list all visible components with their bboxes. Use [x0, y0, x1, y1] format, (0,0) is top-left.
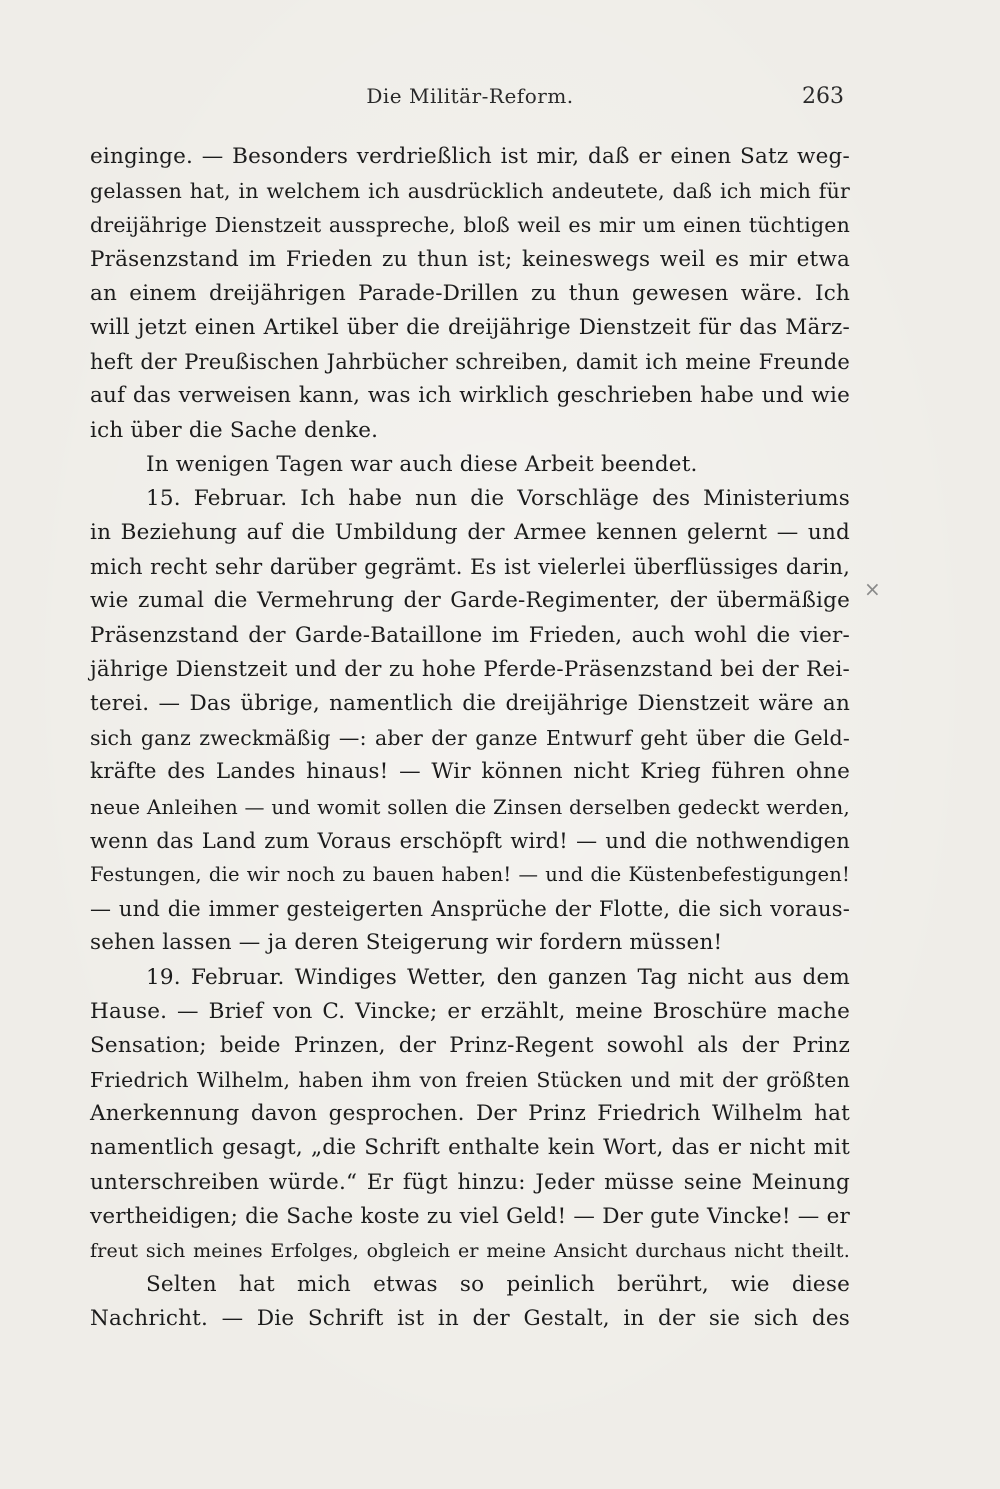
text-line: 19. Februar. Windiges Wetter, den ganzen Tag nicht aus dem: [146, 964, 850, 990]
text-line: — und die immer gesteigerten Ansprüche der Flotte, die sich voraus-: [90, 897, 850, 922]
text-line: kräfte des Landes hinaus! — Wir können nicht Krieg führen ohne: [90, 759, 850, 785]
text-line: Friedrich Wilhelm, haben ihm von freien Stücken und mit der größten: [90, 1068, 850, 1093]
text-line: Hause. — Brief von C. Vincke; er erzählt, meine Broschüre mache: [90, 998, 850, 1024]
text-line: in Beziehung auf die Umbildung der Armee kennen gelernt — und: [90, 520, 850, 546]
text-line: unterschreiben würde.“ Er fügt hinzu: Jeder müsse seine Meinung: [90, 1169, 850, 1195]
text-line: einginge. — Besonders verdrießlich ist mir, daß er einen Satz weg-: [90, 144, 850, 169]
text-line: In wenigen Tagen war auch diese Arbeit beendet.: [146, 451, 698, 477]
running-title: Die Militär-Reform.: [366, 84, 574, 108]
text-line: sehen lassen — ja deren Steigerung wir fordern müssen!: [90, 930, 723, 956]
text-line: an einem dreijährigen Parade-Drillen zu thun gewesen wäre. Ich: [90, 280, 850, 306]
text-line: will jetzt einen Artikel über die dreijährige Dienstzeit für das März-: [90, 314, 850, 340]
text-line: Sensation; beide Prinzen, der Prinz-Regent sowohl als der Prinz: [90, 1032, 850, 1058]
text-line: wenn das Land zum Voraus erschöpft wird! — und die nothwendigen: [90, 828, 850, 853]
text-line: neue Anleihen — und womit sollen die Zinsen derselben gedeckt werden,: [90, 794, 850, 819]
page-number: 263: [802, 84, 844, 109]
text-line: freut sich meines Erfolges, obgleich er meine Ansicht durchaus nicht theilt.: [90, 1240, 850, 1262]
text-line: 15. Februar. Ich habe nun die Vorschläge des Ministeriums: [146, 485, 850, 511]
text-line: wie zumal die Vermehrung der Garde-Regimenter, der übermäßige: [90, 588, 850, 614]
text-line: Präsenzstand im Frieden zu thun ist; keineswegs weil es mir etwa: [90, 246, 850, 272]
text-line: vertheidigen; die Sache koste zu viel Geld! — Der gute Vincke! — er: [90, 1203, 850, 1229]
text-line: sich ganz zweckmäßig —: aber der ganze Entwurf geht über die Geld-: [90, 726, 850, 751]
text-line: dreijährige Dienstzeit ausspreche, bloß weil es mir um einen tüchtigen: [90, 213, 850, 238]
text-line: ich über die Sache denke.: [90, 417, 379, 443]
text-line: namentlich gesagt, „die Schrift enthalte kein Wort, das er nicht mit: [90, 1135, 850, 1161]
text-line: terei. — Das übrige, namentlich die dreijährige Dienstzeit wäre an: [90, 691, 850, 716]
text-line: Festungen, die wir noch zu bauen haben! — und die Küstenbefestigungen!: [90, 862, 850, 886]
text-line: Anerkennung davon gesprochen. Der Prinz Friedrich Wilhelm hat: [90, 1101, 850, 1127]
text-line: auf das verweisen kann, was ich wirklich geschrieben habe und wie: [90, 383, 850, 409]
text-line: gelassen hat, in welchem ich ausdrücklich andeutete, daß ich mich für: [90, 179, 850, 204]
running-head: [90, 84, 850, 118]
margin-cross-mark: ×: [864, 577, 881, 601]
text-line: Selten hat mich etwas so peinlich berührt, wie diese: [146, 1272, 850, 1298]
text-line: jährige Dienstzeit und der zu hohe Pferde-Präsenzstand bei der Rei-: [90, 656, 850, 682]
body-text: [90, 140, 850, 1337]
text-line: Nachricht. — Die Schrift ist in der Gestalt, in der sie sich des: [90, 1306, 850, 1332]
text-line: heft der Preußischen Jahrbücher schreiben, damit ich meine Freunde: [90, 350, 850, 375]
text-line: mich recht sehr darüber gegrämt. Es ist vielerlei überflüssiges darin,: [90, 555, 850, 580]
text-line: Präsenzstand der Garde-Bataillone im Frieden, auch wohl die vier-: [90, 622, 850, 648]
